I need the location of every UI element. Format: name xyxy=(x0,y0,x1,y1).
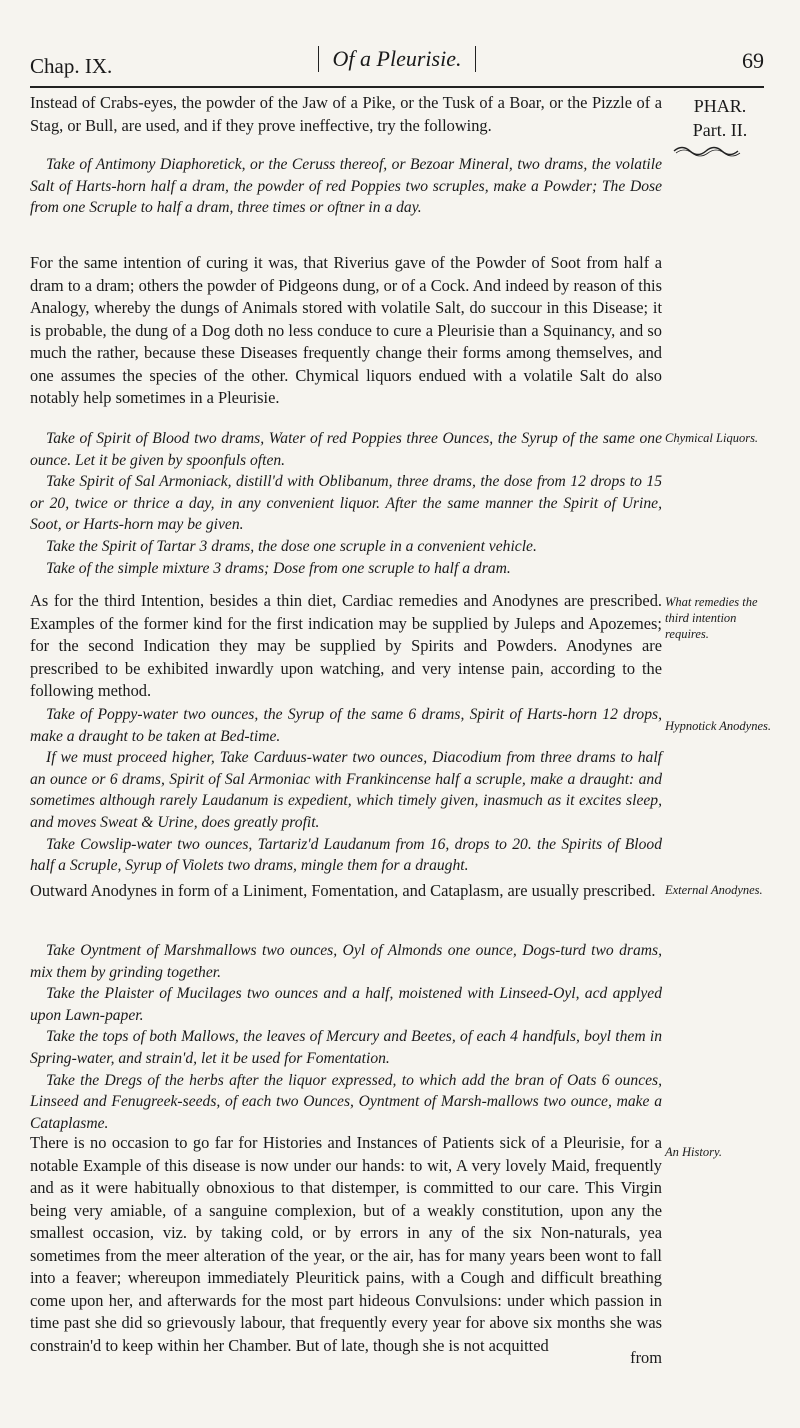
recipe-marshmallows: Take Oyntment of Marshmallows two ounces, Oyl of Almonds one ounce, Dogs-turd two drams, mix them by grinding together. xyxy=(30,942,662,981)
recipe-mixture: Take of the simple mixture 3 drams; Dose from one scruple to half a dram. xyxy=(46,559,511,577)
recipe-tartar: Take the Spirit of Tartar 3 drams, the dose one scruple in a convenient vehicle. xyxy=(46,537,537,555)
paragraph-third-intention: As for the third Intention, besides a thin diet, Cardiac remedies and Anodynes are prescribed. Examples of the former kind for the first indication may be supplied by Juleps and Apozemes; for the second Indication they may be supplied by Spirits and Powders. Anodynes are prescribed to be exhibited inwardly upon watching, and very intense pain, according to the following method. xyxy=(30,591,662,700)
running-title: Of a Pleurisie. xyxy=(318,46,477,72)
paragraph-outward: Outward Anodynes in form of a Liniment, Fomentation, and Cataplasm, are usually prescribed. xyxy=(30,881,656,900)
side-header-part: Part. II. xyxy=(692,120,748,140)
recipe-carduus: If we must proceed higher, Take Carduus-water two ounces, Diacodium from three drams to half an ounce or 6 drams, Spirit of Sal Armoniac with Frankincense half a scruple, make a draught: and sometimes although rarely Laudanum is expedient, which timely given, inasmuch as it excites sleep, and moves Sweat & Urine, does greatly profit. xyxy=(30,749,662,831)
chapter-label: Chap. IX. xyxy=(30,54,113,78)
running-header xyxy=(30,44,764,88)
side-header-pharm: PHAR. xyxy=(693,96,747,116)
margin-note-third-intention: What remedies the third intention requires. xyxy=(665,595,758,641)
margin-note-external: External Anodynes. xyxy=(665,883,763,897)
recipe-plaister: Take the Plaister of Mucilages two ounces and a half, moistened with Linseed-Oyl, acd applyed upon Lawn-paper. xyxy=(30,985,662,1024)
paragraph-riverius: For the same intention of curing it was, that Riverius gave of the Powder of Soot from half a dram to a dram; others the powder of Pidgeons dung, or of a Cock. And indeed by reason of this Analogy, whereby the dungs of Animals stored with volatile Salt, do succour in this Disease; it is probable, the dung of a Dog doth no less conduce to cure a Pleurisie than a Squinancy, and so much the rather, because these Diseases frequently change their forms among themselves, and one assumes the species of the other. Chymical liquors endued with a volatile Salt do also notably help sometimes in a Pleurisie. xyxy=(30,253,662,407)
recipe-poppy: Take of Poppy-water two ounces, the Syrup of the same 6 drams, Spirit of Harts-horn 12 drops, make a draught to be taken at Bed-time. xyxy=(30,706,662,745)
recipe-sal-armoniack: Take Spirit of Sal Armoniack, distill'd with Oblibanum, three drams, the dose from 12 drops to 15 or 20, twice or thrice a day, in any convenient liquor. After the same manner the Spirit of Urine, Soot, or Harts-horn may be given. xyxy=(30,473,662,534)
recipe-cataplasme: Take the Dregs of the herbs after the liquor expressed, to which add the bran of Oats 6 ounces, Linseed and Fenugreek-seeds, of each two Ounces, Oyntment of Marsh-mallows two ounce, make a Cataplasme. xyxy=(30,1071,662,1132)
margin-note-history: An History. xyxy=(665,1145,722,1159)
recipes-chymical xyxy=(30,428,662,579)
margin-note-chymical: Chymical Liquors. xyxy=(665,431,759,445)
recipes-external xyxy=(30,940,662,1134)
ornament-flourish-icon xyxy=(672,142,744,158)
recipe-blood: Take of Spirit of Blood two drams, Water of red Poppies three Ounces, the Syrup of the same one ounce. Let it be given by spoonfuls often. xyxy=(30,430,662,469)
margin-note-hypnotick: Hypnotick Anodynes. xyxy=(665,719,771,733)
recipes-anodynes xyxy=(30,704,662,877)
page-number: 69 xyxy=(742,48,764,73)
side-header xyxy=(670,94,770,142)
paragraph-history: There is no occasion to go far for Histories and Instances of Patients sick of a Pleurisie, for a notable Example of this disease is now under our hands: to wit, A very lovely Maid, frequently and as it were habitually obnoxious to that distemper, is committed to our care. This Virgin being very amiable, of a sanguine complexion, but of a weakly constitution, upon any the smallest occasion, viz. by taking cold, or by errors in any of the six Non-naturals, yea sometimes from the meer alteration of the year, or the air, has for many years been wont to fall into a feaver; whereupon immediately Pleuritick pains, with a Cough and difficult breathing come upon her, and afterwards for the most part hideous Convulsions: under which passion in time past she did so grievously labour, that frequently every year for above six months she was constrain'd to keep within her Chamber. But of late, though she is not acquitted xyxy=(30,1133,662,1355)
catchword: from xyxy=(630,1348,662,1367)
paragraph-intro: Instead of Crabs-eyes, the powder of the Jaw of a Pike, or the Tusk of a Boar, or the Pizzle of a Stag, or Bull, are used, and if they prove ineffective, try the following. xyxy=(30,93,662,135)
running-title-box xyxy=(30,46,764,72)
recipe-cowslip: Take Cowslip-water two ounces, Tartariz'd Laudanum from 16, drops to 20. the Spirits of Blood half a Scruple, Syrup of Violets two drams, mingle them for a draught. xyxy=(30,835,662,875)
recipe-powder: Take of Antimony Diaphoretick, or the Ceruss thereof, or Bezoar Mineral, two drams, the volatile Salt of Harts-horn half a dram, the powder of red Poppies two scruples, make a Powder; The Dose from one Scruple to half a dram, three times or oftner in a day. xyxy=(30,156,662,217)
recipe-mallows: Take the tops of both Mallows, the leaves of Mercury and Beetes, of each 4 handfuls, boyl them in Spring-water, and strain'd, let it be used for Fomentation. xyxy=(30,1028,662,1067)
